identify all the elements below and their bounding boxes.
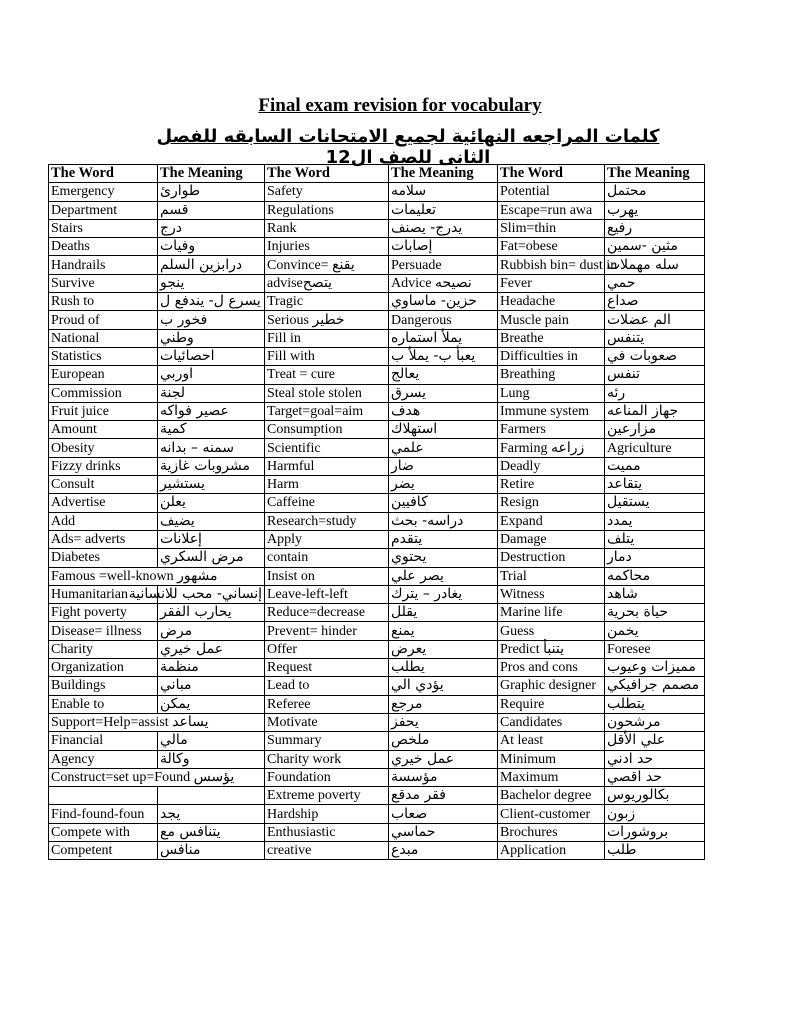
table-row: [49, 549, 705, 567]
word-cell: Fill with: [265, 347, 389, 365]
meaning-cell: طوارئ: [158, 183, 265, 201]
word-cell: Insist on: [265, 567, 389, 585]
word-cell: adviseيتصح: [265, 274, 389, 292]
word-cell: Regulations: [265, 201, 389, 219]
word-cell: Enthusiastic: [265, 823, 389, 841]
table-row: [49, 823, 705, 841]
word-cell: Client-customer: [498, 805, 605, 823]
meaning-cell: يمكن: [158, 695, 265, 713]
meaning-cell: رئه: [605, 384, 705, 402]
word-cell: Headache: [498, 293, 605, 311]
meaning-cell: يجد: [158, 805, 265, 823]
word-cell: Find-found-foun: [49, 805, 158, 823]
table-row: [49, 659, 705, 677]
word-cell: Deadly: [498, 457, 605, 475]
table-row: [49, 311, 705, 329]
meaning-cell: دراسه- بحث: [389, 512, 498, 530]
word-cell: Farmers: [498, 421, 605, 439]
meaning-cell: منظمة: [158, 659, 265, 677]
meaning-cell: مرض: [158, 622, 265, 640]
word-cell: Ads= adverts: [49, 530, 158, 548]
meaning-cell: مزارعين: [605, 421, 705, 439]
meaning-cell: يمدد: [605, 512, 705, 530]
meaning-cell: اوربي: [158, 366, 265, 384]
meaning-cell: منافس: [158, 841, 265, 859]
table-row: [49, 604, 705, 622]
meaning-cell: Dangerous: [389, 311, 498, 329]
meaning-cell: يعالج: [389, 366, 498, 384]
meaning-cell: طلب: [605, 841, 705, 859]
word-cell: Apply: [265, 530, 389, 548]
word-cell: Target=goal=aim: [265, 402, 389, 420]
table-row: [49, 750, 705, 768]
word-cell: Expand: [498, 512, 605, 530]
meaning-cell: فخور ب: [158, 311, 265, 329]
meaning-cell: حياة بحرية: [605, 604, 705, 622]
word-cell: Serious خطير: [265, 311, 389, 329]
meaning-cell: درج: [158, 219, 265, 237]
column-header-meaning: The Meaning: [389, 165, 498, 183]
table-row: [49, 732, 705, 750]
word-cell: Guess: [498, 622, 605, 640]
word-cell: Harmful: [265, 457, 389, 475]
word-cell: Proud of: [49, 311, 158, 329]
meaning-cell: صعوبات في: [605, 347, 705, 365]
meaning-cell: فقر مدقع: [389, 787, 498, 805]
table-row: [49, 201, 705, 219]
word-cell: Predict يتنبأ: [498, 640, 605, 658]
table-row: [49, 347, 705, 365]
meaning-cell: رفيع: [605, 219, 705, 237]
word-cell: Damage: [498, 530, 605, 548]
meaning-cell: حد اقصي: [605, 768, 705, 786]
word-cell: Disease= illness: [49, 622, 158, 640]
word-cell: Emergency: [49, 183, 158, 201]
table-row: [49, 219, 705, 237]
word-cell: At least: [498, 732, 605, 750]
meaning-cell: مباني: [158, 677, 265, 695]
meaning-cell: حماسي: [389, 823, 498, 841]
meaning-cell: بروشورات: [605, 823, 705, 841]
word-cell: Safety: [265, 183, 389, 201]
meaning-cell: يضر: [389, 476, 498, 494]
word-cell: Financial: [49, 732, 158, 750]
meaning-cell: مؤسسة: [389, 768, 498, 786]
meaning-cell: مصمم جرافيكي: [605, 677, 705, 695]
table-row: [49, 238, 705, 256]
meaning-cell: يستشير: [158, 476, 265, 494]
word-cell: Foundation: [265, 768, 389, 786]
meaning-cell: إنساني- محب للانسانية: [158, 585, 265, 603]
meaning-cell: يمنع: [389, 622, 498, 640]
meaning-cell: حزين- ماساوي: [389, 293, 498, 311]
meaning-cell: زبون: [605, 805, 705, 823]
meaning-cell: مميت: [605, 457, 705, 475]
page-title: Final exam revision for vocabulary: [258, 95, 542, 116]
word-cell: Application: [498, 841, 605, 859]
meaning-cell: احصائيات: [158, 347, 265, 365]
word-cell: Trial: [498, 567, 605, 585]
word-cell: Retire: [498, 476, 605, 494]
word-cell: contain: [265, 549, 389, 567]
word-cell: Treat = cure: [265, 366, 389, 384]
meaning-cell: سله مهملات: [605, 256, 705, 274]
meaning-cell: دمار: [605, 549, 705, 567]
word-cell: National: [49, 329, 158, 347]
meaning-cell: محتمل: [605, 183, 705, 201]
word-cell: Reduce=decrease: [265, 604, 389, 622]
meaning-cell: صداع: [605, 293, 705, 311]
table-row: [49, 805, 705, 823]
word-cell: Brochures: [498, 823, 605, 841]
meaning-cell: لجنة: [158, 384, 265, 402]
table-row: [49, 695, 705, 713]
meaning-cell: وطني: [158, 329, 265, 347]
meaning-cell: جهاز المناعه: [605, 402, 705, 420]
word-cell: Scientific: [265, 439, 389, 457]
meaning-cell: يتنافس مع: [158, 823, 265, 841]
table-row: [49, 677, 705, 695]
word-cell: Consult: [49, 476, 158, 494]
meaning-cell: حد ادني: [605, 750, 705, 768]
word-cell: Injuries: [265, 238, 389, 256]
table-row: [49, 384, 705, 402]
meaning-cell: شاهد: [605, 585, 705, 603]
word-cell: Steal stole stolen: [265, 384, 389, 402]
word-cell: [49, 787, 158, 805]
meaning-cell: مرجع: [389, 695, 498, 713]
table-row: [49, 439, 705, 457]
meaning-cell: يستقيل: [605, 494, 705, 512]
word-cell: Resign: [498, 494, 605, 512]
meaning-cell: صعاب: [389, 805, 498, 823]
meaning-cell: يهرب: [605, 201, 705, 219]
table-row: [49, 841, 705, 859]
meaning-cell: علي الأقل: [605, 732, 705, 750]
word-cell: Charity: [49, 640, 158, 658]
meaning-cell: ينجو: [158, 274, 265, 292]
word-cell: Convince= يقنع: [265, 256, 389, 274]
meaning-cell: يتلف: [605, 530, 705, 548]
table-row: [49, 476, 705, 494]
meaning-cell: حمي: [605, 274, 705, 292]
meaning-cell: ملخص: [389, 732, 498, 750]
meaning-cell: كافيين: [389, 494, 498, 512]
meaning-cell: يصر علي: [389, 567, 498, 585]
table-row: [49, 713, 705, 731]
table-row: [49, 622, 705, 640]
word-cell: Leave-left-left: [265, 585, 389, 603]
meaning-cell: Foresee: [605, 640, 705, 658]
word-cell: Charity work: [265, 750, 389, 768]
meaning-cell: قسم: [158, 201, 265, 219]
meaning-cell: يحتوي: [389, 549, 498, 567]
column-header-word: The Word: [498, 165, 605, 183]
word-cell: Fill in: [265, 329, 389, 347]
table-row: [49, 329, 705, 347]
meaning-cell: عصير فواكه: [158, 402, 265, 420]
word-cell: Construct=set up=Found يؤسس: [49, 768, 265, 786]
meaning-cell: درابزين السلم: [158, 256, 265, 274]
word-cell: Agency: [49, 750, 158, 768]
meaning-cell: يقلل: [389, 604, 498, 622]
word-cell: Buildings: [49, 677, 158, 695]
word-cell: Department: [49, 201, 158, 219]
word-cell: Extreme poverty: [265, 787, 389, 805]
word-cell: Rank: [265, 219, 389, 237]
word-cell: Stairs: [49, 219, 158, 237]
word-cell: Candidates: [498, 713, 605, 731]
word-cell: Muscle pain: [498, 311, 605, 329]
table-row: [49, 585, 705, 603]
table-row: [49, 768, 705, 786]
meaning-cell: مبدع: [389, 841, 498, 859]
meaning-cell: يتقدم: [389, 530, 498, 548]
word-cell: Minimum: [498, 750, 605, 768]
word-cell: Fat=obese: [498, 238, 605, 256]
word-cell: Commission: [49, 384, 158, 402]
word-cell: Fizzy drinks: [49, 457, 158, 475]
word-cell: Rubbish bin= dust in: [498, 256, 605, 274]
meaning-cell: يعرض: [389, 640, 498, 658]
table-row: [49, 183, 705, 201]
word-cell: Enable to: [49, 695, 158, 713]
meaning-cell: بكالوريوس: [605, 787, 705, 805]
word-cell: Obesity: [49, 439, 158, 457]
meaning-cell: [158, 787, 265, 805]
word-cell: Support=Help=assist يساعد: [49, 713, 265, 731]
word-cell: Escape=run awa: [498, 201, 605, 219]
word-cell: Organization: [49, 659, 158, 677]
table-row: [49, 366, 705, 384]
table-row: [49, 421, 705, 439]
word-cell: Immune system: [498, 402, 605, 420]
word-cell: Competent: [49, 841, 158, 859]
word-cell: Maximum: [498, 768, 605, 786]
meaning-cell: يطلب: [389, 659, 498, 677]
meaning-cell: ضار: [389, 457, 498, 475]
meaning-cell: مميزات وعيوب: [605, 659, 705, 677]
word-cell: Witness: [498, 585, 605, 603]
word-cell: Tragic: [265, 293, 389, 311]
word-cell: creative: [265, 841, 389, 859]
table-row: [49, 293, 705, 311]
word-cell: Consumption: [265, 421, 389, 439]
word-cell: Require: [498, 695, 605, 713]
word-cell: Survive: [49, 274, 158, 292]
meaning-cell: تنفس: [605, 366, 705, 384]
word-cell: Offer: [265, 640, 389, 658]
word-cell: Referee: [265, 695, 389, 713]
meaning-cell: وفيات: [158, 238, 265, 256]
word-cell: Breathe: [498, 329, 605, 347]
meaning-cell: محاكمه: [605, 567, 705, 585]
meaning-cell: هدف: [389, 402, 498, 420]
meaning-cell: كمية: [158, 421, 265, 439]
word-cell: Fight poverty: [49, 604, 158, 622]
meaning-cell: Persuade: [389, 256, 498, 274]
column-header-meaning: The Meaning: [158, 165, 265, 183]
vocabulary-table: [48, 164, 705, 860]
meaning-cell: يتقاعد: [605, 476, 705, 494]
word-cell: Potential: [498, 183, 605, 201]
table-row: [49, 256, 705, 274]
word-cell: Destruction: [498, 549, 605, 567]
meaning-cell: Agriculture: [605, 439, 705, 457]
table-row: [49, 457, 705, 475]
meaning-cell: يخمن: [605, 622, 705, 640]
word-cell: Fever: [498, 274, 605, 292]
meaning-cell: مشروبات غازية: [158, 457, 265, 475]
word-cell: Marine life: [498, 604, 605, 622]
word-cell: Fruit juice: [49, 402, 158, 420]
word-cell: Prevent= hinder: [265, 622, 389, 640]
meaning-cell: عمل خيري: [389, 750, 498, 768]
word-cell: Humanitarian: [49, 585, 158, 603]
table-row: [49, 640, 705, 658]
table-row: [49, 494, 705, 512]
meaning-cell: يسرع ل- يندفع ل: [158, 293, 265, 311]
meaning-cell: إصابات: [389, 238, 498, 256]
word-cell: Lung: [498, 384, 605, 402]
word-cell: Farming زراعه: [498, 439, 605, 457]
word-cell: Breathing: [498, 366, 605, 384]
word-cell: Graphic designer: [498, 677, 605, 695]
meaning-cell: وكالة: [158, 750, 265, 768]
word-cell: Deaths: [49, 238, 158, 256]
word-cell: Summary: [265, 732, 389, 750]
meaning-cell: يسرق: [389, 384, 498, 402]
word-cell: Handrails: [49, 256, 158, 274]
meaning-cell: مثين -سمين: [605, 238, 705, 256]
meaning-cell: يملأ استماره: [389, 329, 498, 347]
meaning-cell: إعلانات: [158, 530, 265, 548]
meaning-cell: مرض السكري: [158, 549, 265, 567]
meaning-cell: يحارب الفقر: [158, 604, 265, 622]
word-cell: Request: [265, 659, 389, 677]
table-row: [49, 512, 705, 530]
meaning-cell: يعبأ ب- يملأ ب: [389, 347, 498, 365]
meaning-cell: يتطلب: [605, 695, 705, 713]
meaning-cell: يتنفس: [605, 329, 705, 347]
word-cell: Amount: [49, 421, 158, 439]
word-cell: Lead to: [265, 677, 389, 695]
table-row: [49, 530, 705, 548]
word-cell: Compete with: [49, 823, 158, 841]
meaning-cell: يؤدي الي: [389, 677, 498, 695]
table-row: [49, 402, 705, 420]
meaning-cell: عمل خيري: [158, 640, 265, 658]
meaning-cell: تعليمات: [389, 201, 498, 219]
meaning-cell: يعلن: [158, 494, 265, 512]
word-cell: Diabetes: [49, 549, 158, 567]
word-cell: Motivate: [265, 713, 389, 731]
word-cell: Bachelor degree: [498, 787, 605, 805]
meaning-cell: الم عضلات: [605, 311, 705, 329]
meaning-cell: يحفز: [389, 713, 498, 731]
meaning-cell: يدرج- يصنف: [389, 219, 498, 237]
table-row: [49, 274, 705, 292]
word-cell: Famous =well-known مشهور: [49, 567, 265, 585]
word-cell: European: [49, 366, 158, 384]
word-cell: Difficulties in: [498, 347, 605, 365]
word-cell: Add: [49, 512, 158, 530]
word-cell: Research=study: [265, 512, 389, 530]
meaning-cell: مالي: [158, 732, 265, 750]
table-header-row: [49, 165, 705, 183]
table-row: [49, 567, 705, 585]
page-subtitle: كلمات المراجعه النهائية لجميع الامتحانات السابقه للفصل الثانى للصف ال12: [156, 126, 660, 168]
column-header-meaning: The Meaning: [605, 165, 705, 183]
table-row: [49, 787, 705, 805]
meaning-cell: استهلاك: [389, 421, 498, 439]
word-cell: Rush to: [49, 293, 158, 311]
meaning-cell: سمنه – بدانه: [158, 439, 265, 457]
meaning-cell: Advice نصيحه: [389, 274, 498, 292]
word-cell: Slim=thin: [498, 219, 605, 237]
column-header-word: The Word: [49, 165, 158, 183]
word-cell: Hardship: [265, 805, 389, 823]
word-cell: Caffeine: [265, 494, 389, 512]
meaning-cell: علمي: [389, 439, 498, 457]
word-cell: Pros and cons: [498, 659, 605, 677]
meaning-cell: سلامه: [389, 183, 498, 201]
meaning-cell: يضيف: [158, 512, 265, 530]
word-cell: Statistics: [49, 347, 158, 365]
meaning-cell: مرشحون: [605, 713, 705, 731]
word-cell: Harm: [265, 476, 389, 494]
column-header-word: The Word: [265, 165, 389, 183]
meaning-cell: يغادر – يترك: [389, 585, 498, 603]
word-cell: Advertise: [49, 494, 158, 512]
